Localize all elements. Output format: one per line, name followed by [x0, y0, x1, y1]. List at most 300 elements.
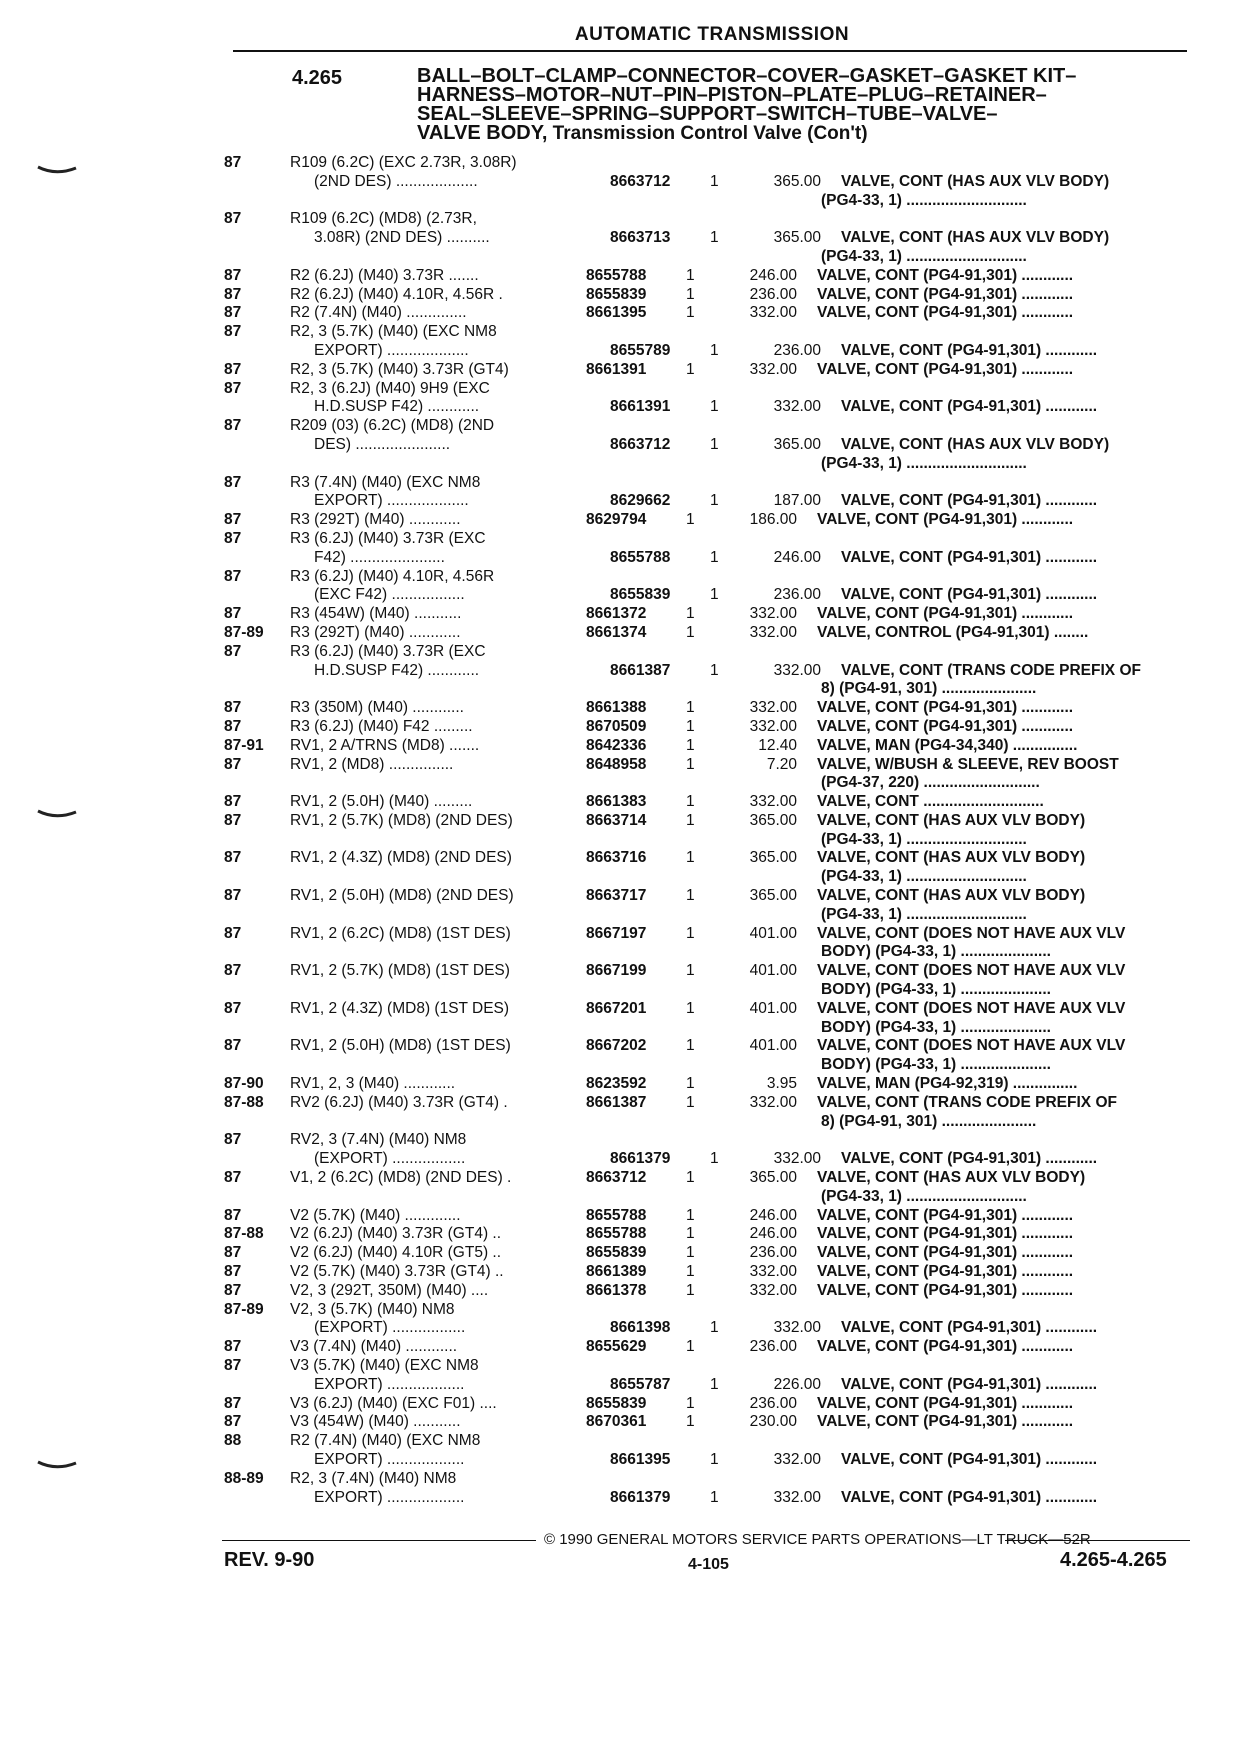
revision-label: REV. 9-90	[224, 1549, 315, 1571]
part-name: VALVE, CONTROL (PG4-91,301) ........	[817, 623, 1089, 641]
part-name: VALVE, CONT (HAS AUX VLV BODY)	[841, 172, 1110, 190]
parts-row-continued	[224, 868, 1189, 887]
application-desc: RV2, 3 (7.4N) (M40) NM8	[290, 1131, 467, 1149]
quantity: 1	[686, 285, 695, 303]
quantity: 1	[686, 1093, 695, 1111]
parts-row	[224, 1037, 1189, 1056]
quantity: 1	[710, 492, 719, 510]
model-years-blank	[224, 831, 290, 850]
quantity: 1	[686, 1037, 695, 1055]
quantity: 1	[710, 172, 719, 190]
model-years: 87	[224, 1131, 242, 1149]
parts-row	[224, 812, 1189, 831]
price: 332.00	[749, 717, 797, 735]
footer-copyright: © 1990 GENERAL MOTORS SERVICE PARTS OPERATIONS—LT TRUCK—52R	[544, 1531, 1091, 1548]
application-desc-blank	[290, 943, 586, 962]
quantity: 1	[710, 229, 719, 247]
model-years-blank	[224, 455, 290, 474]
quantity: 1	[710, 1488, 719, 1506]
part-name: VALVE, CONT (HAS AUX VLV BODY)	[817, 1169, 1086, 1187]
application-desc: R2 (7.4N) (M40) (EXC NM8	[290, 1432, 481, 1450]
part-number: 8661398	[610, 1319, 671, 1337]
parts-row-continued	[224, 1376, 1189, 1395]
part-number: 8661389	[586, 1263, 647, 1281]
part-number-blank	[586, 248, 686, 267]
price-blank	[722, 981, 797, 1000]
parts-row	[224, 286, 1189, 305]
parts-row-continued	[224, 192, 1189, 211]
application-desc: R209 (03) (6.2C) (MD8) (2ND	[290, 417, 495, 435]
parts-row	[224, 1094, 1189, 1113]
part-number: 8655629	[586, 1338, 647, 1356]
price: 332.00	[749, 304, 797, 322]
application-desc-cont: H.D.SUSP F42) ............	[314, 398, 480, 416]
part-name: VALVE, CONT (PG4-91,301) ............	[817, 1206, 1074, 1224]
model-years-blank	[224, 868, 290, 887]
parts-row-continued	[224, 492, 1189, 511]
parts-row	[224, 474, 1189, 493]
application-desc-blank	[290, 1056, 586, 1075]
application-desc-blank	[290, 906, 586, 925]
part-number: 8667199	[586, 962, 647, 980]
quantity: 1	[710, 435, 719, 453]
model-years-blank	[224, 586, 290, 605]
application-desc: RV1, 2 (6.2C) (MD8) (1ST DES)	[290, 924, 511, 942]
section-title-line: SEAL–SLEEVE–SPRING–SUPPORT–SWITCH–TUBE–VALVE–	[417, 103, 998, 125]
price: 365.00	[773, 435, 821, 453]
part-number: 8655788	[586, 1206, 647, 1224]
application-desc-blank	[290, 1019, 586, 1038]
parts-row	[224, 1207, 1189, 1226]
quantity: 1	[686, 887, 695, 905]
application-desc: R2, 3 (5.7K) (M40) (EXC NM8	[290, 323, 497, 341]
parts-row	[224, 1282, 1189, 1301]
parts-row-continued	[224, 981, 1189, 1000]
parts-row-continued	[224, 248, 1189, 267]
section-title-last: VALVE BODY,	[417, 122, 548, 144]
model-years: 87	[224, 605, 242, 623]
part-name-cont: 8) (PG4-91, 301) ......................	[821, 1112, 1037, 1130]
quantity: 1	[686, 1075, 695, 1093]
model-years: 87	[224, 793, 242, 811]
part-number: 8661379	[610, 1150, 671, 1168]
application-desc: R3 (350M) (M40) ............	[290, 699, 464, 717]
part-number: 8642336	[586, 736, 647, 754]
application-desc-blank	[290, 192, 586, 211]
application-desc-cont: H.D.SUSP F42) ............	[314, 661, 480, 679]
model-years-blank	[224, 192, 290, 211]
price: 236.00	[773, 586, 821, 604]
model-years: 87	[224, 849, 242, 867]
parts-row-continued	[224, 173, 1189, 192]
price: 246.00	[773, 548, 821, 566]
price: 246.00	[749, 266, 797, 284]
application-desc-blank	[290, 831, 586, 850]
part-number: 8661387	[610, 661, 671, 679]
part-name-cont: 8) (PG4-91, 301) ......................	[821, 680, 1037, 698]
parts-row-continued	[224, 943, 1189, 962]
application-desc: V3 (7.4N) (M40) ............	[290, 1338, 458, 1356]
quantity-blank	[686, 943, 722, 962]
application-desc: R3 (7.4N) (M40) (EXC NM8	[290, 473, 481, 491]
part-number: 8661383	[586, 793, 647, 811]
part-number-blank	[586, 868, 686, 887]
parts-row-continued	[224, 662, 1189, 681]
part-name: VALVE, CONT (PG4-91,301) ............	[841, 1375, 1098, 1393]
quantity: 1	[710, 661, 719, 679]
part-number: 8661391	[586, 360, 647, 378]
application-desc: V2 (5.7K) (M40) 3.73R (GT4) ..	[290, 1263, 504, 1281]
price: 236.00	[749, 285, 797, 303]
part-name: VALVE, CONT (PG4-91,301) ............	[841, 1450, 1098, 1468]
parts-row	[224, 1413, 1189, 1432]
quantity: 1	[686, 717, 695, 735]
part-name-cont: BODY) (PG4-33, 1) .....................	[821, 981, 1051, 999]
footer-rule-left	[222, 1540, 536, 1541]
section-title-line: HARNESS–MOTOR–NUT–PIN–PISTON–PLATE–PLUG–RETAINER–	[417, 84, 1047, 106]
quantity-blank	[686, 1056, 722, 1075]
application-desc: V3 (5.7K) (M40) (EXC NM8	[290, 1357, 479, 1374]
price-blank	[722, 868, 797, 887]
application-desc: RV1, 2 (5.7K) (MD8) (1ST DES)	[290, 962, 510, 980]
model-years: 87	[224, 962, 242, 980]
parts-row	[224, 849, 1189, 868]
quantity: 1	[710, 1375, 719, 1393]
price: 332.00	[773, 1150, 821, 1168]
parts-row-continued	[224, 1188, 1189, 1207]
parts-row	[224, 1301, 1189, 1320]
parts-row-continued	[224, 1489, 1189, 1508]
quantity: 1	[686, 849, 695, 867]
part-name: VALVE, CONT (DOES NOT HAVE AUX VLV	[817, 1037, 1126, 1055]
application-desc-cont: (EXPORT) .................	[314, 1319, 466, 1337]
parts-row-continued	[224, 1019, 1189, 1038]
price-blank	[722, 774, 797, 793]
part-number: 8661374	[586, 623, 647, 641]
model-years: 87	[224, 755, 242, 773]
part-name: VALVE, CONT (PG4-91,301) ............	[817, 1244, 1074, 1262]
part-name-cont: BODY) (PG4-33, 1) .....................	[821, 1056, 1051, 1074]
quantity: 1	[710, 398, 719, 416]
part-number: 8629794	[586, 511, 647, 529]
model-years: 87	[224, 1357, 242, 1374]
model-years: 87-91	[224, 736, 264, 754]
price: 365.00	[749, 1169, 797, 1187]
part-number: 8655839	[586, 285, 647, 303]
price: 186.00	[749, 511, 797, 529]
quantity-blank	[686, 1188, 722, 1207]
model-years: 88	[224, 1432, 242, 1450]
section-title-subtitle: Transmission Control Valve (Con't)	[547, 123, 868, 144]
part-number: 8663714	[586, 811, 647, 829]
price: 401.00	[749, 924, 797, 942]
application-desc: RV1, 2 (4.3Z) (MD8) (1ST DES)	[290, 999, 510, 1017]
quantity: 1	[686, 605, 695, 623]
application-desc-blank	[290, 1113, 586, 1132]
model-years-blank	[224, 1376, 290, 1395]
page-header-title: AUTOMATIC TRANSMISSION	[574, 24, 850, 45]
application-desc: R109 (6.2C) (EXC 2.73R, 3.08R)	[290, 154, 517, 171]
model-years-blank	[224, 436, 290, 455]
parts-row	[224, 1263, 1189, 1282]
parts-row-continued	[224, 774, 1189, 793]
application-desc: R2, 3 (6.2J) (M40) 9H9 (EXC	[290, 379, 490, 397]
model-years: 87-89	[224, 623, 264, 641]
model-years: 87	[224, 1206, 242, 1224]
part-name: VALVE, CONT (PG4-91,301) ............	[841, 1488, 1098, 1506]
parts-row	[224, 380, 1189, 399]
price: 401.00	[749, 999, 797, 1017]
part-name: VALVE, W/BUSH & SLEEVE, REV BOOST	[817, 755, 1119, 773]
parts-row-continued	[224, 586, 1189, 605]
application-desc: RV1, 2 (5.0H) (MD8) (1ST DES)	[290, 1037, 511, 1055]
quantity: 1	[686, 1225, 695, 1243]
application-desc: V2, 3 (5.7K) (M40) NM8	[290, 1300, 455, 1318]
part-number: 8661378	[586, 1281, 647, 1299]
price: 246.00	[749, 1225, 797, 1243]
application-desc-blank	[290, 981, 586, 1000]
price: 7.20	[766, 755, 797, 773]
quantity: 1	[710, 548, 719, 566]
parts-row-continued	[224, 436, 1189, 455]
quantity-blank	[686, 1019, 722, 1038]
model-years-blank	[224, 398, 290, 417]
application-desc: RV1, 2, 3 (M40) ............	[290, 1075, 456, 1093]
price: 365.00	[773, 229, 821, 247]
application-desc: RV1, 2 (MD8) ...............	[290, 755, 454, 773]
parts-row	[224, 1131, 1189, 1150]
quantity-blank	[686, 774, 722, 793]
price-blank	[722, 1113, 797, 1132]
part-number-blank	[586, 943, 686, 962]
quantity: 1	[710, 1150, 719, 1168]
model-years-blank	[224, 1056, 290, 1075]
application-desc-cont: (EXC F42) .................	[314, 586, 465, 604]
price: 401.00	[749, 1037, 797, 1055]
price-blank	[722, 248, 797, 267]
parts-row	[224, 925, 1189, 944]
part-number: 8667201	[586, 999, 647, 1017]
part-number: 8663713	[610, 229, 671, 247]
model-years-blank	[224, 1188, 290, 1207]
application-desc-cont: (2ND DES) ...................	[314, 172, 478, 190]
parts-row	[224, 1432, 1189, 1451]
parts-row	[224, 417, 1189, 436]
part-name-cont: BODY) (PG4-33, 1) .....................	[821, 1018, 1051, 1036]
model-years: 87	[224, 642, 242, 660]
part-number: 8670361	[586, 1413, 647, 1431]
price: 236.00	[749, 1394, 797, 1412]
model-years-blank	[224, 1451, 290, 1470]
part-name: VALVE, CONT (PG4-91,301) ............	[817, 1225, 1074, 1243]
application-desc-blank	[290, 455, 586, 474]
part-number: 8655788	[610, 548, 671, 566]
price: 332.00	[749, 360, 797, 378]
parts-row	[224, 267, 1189, 286]
model-years: 87	[224, 360, 242, 378]
model-years-blank	[224, 248, 290, 267]
application-desc: R3 (6.2J) (M40) 3.73R (EXC	[290, 529, 486, 547]
model-years: 87	[224, 1244, 242, 1262]
model-years-blank	[224, 774, 290, 793]
part-name: VALVE, CONT (DOES NOT HAVE AUX VLV	[817, 999, 1126, 1017]
price: 332.00	[749, 1093, 797, 1111]
part-name: VALVE, CONT (PG4-91,301) ............	[817, 1263, 1074, 1281]
model-years: 87	[224, 699, 242, 717]
quantity-blank	[686, 906, 722, 925]
application-desc: R2 (6.2J) (M40) 4.10R, 4.56R .	[290, 285, 503, 303]
part-name: VALVE, CONT (PG4-91,301) ............	[841, 341, 1098, 359]
quantity: 1	[686, 699, 695, 717]
parts-row-continued	[224, 229, 1189, 248]
model-years: 87	[224, 887, 242, 905]
part-name: VALVE, CONT (PG4-91,301) ............	[817, 1394, 1074, 1412]
price: 236.00	[749, 1244, 797, 1262]
model-years: 87	[224, 1169, 242, 1187]
price: 236.00	[773, 341, 821, 359]
part-name: VALVE, CONT (PG4-91,301) ............	[841, 548, 1098, 566]
model-years-blank	[224, 1019, 290, 1038]
part-name: VALVE, CONT ............................	[817, 793, 1044, 811]
part-name: VALVE, CONT (PG4-91,301) ............	[817, 511, 1074, 529]
price-blank	[722, 831, 797, 850]
price: 332.00	[749, 793, 797, 811]
price-blank	[722, 680, 797, 699]
parts-row	[224, 624, 1189, 643]
parts-row	[224, 1338, 1189, 1357]
part-number-blank	[586, 1188, 686, 1207]
part-name: VALVE, CONT (PG4-91,301) ............	[817, 717, 1074, 735]
model-years-blank	[224, 229, 290, 248]
parts-row	[224, 304, 1189, 323]
price: 332.00	[773, 1488, 821, 1506]
price: 187.00	[773, 492, 821, 510]
model-years: 87-89	[224, 1300, 264, 1318]
part-number: 8661387	[586, 1093, 647, 1111]
application-desc-cont: 3.08R) (2ND DES) ..........	[314, 229, 490, 247]
parts-row	[224, 1169, 1189, 1188]
part-name: VALVE, CONT (PG4-91,301) ............	[817, 360, 1074, 378]
price: 401.00	[749, 962, 797, 980]
parts-row-continued	[224, 342, 1189, 361]
quantity: 1	[686, 1394, 695, 1412]
model-years: 87	[224, 285, 242, 303]
application-desc: RV1, 2 (5.0H) (M40) .........	[290, 793, 473, 811]
price: 365.00	[749, 849, 797, 867]
application-desc: V2, 3 (292T, 350M) (M40) ....	[290, 1281, 489, 1299]
model-years-blank	[224, 981, 290, 1000]
parts-row	[224, 718, 1189, 737]
parts-row	[224, 530, 1189, 549]
price: 365.00	[749, 811, 797, 829]
application-desc-blank	[290, 248, 586, 267]
part-number: 8670509	[586, 717, 647, 735]
quantity: 1	[686, 304, 695, 322]
model-years-blank	[224, 492, 290, 511]
part-name: VALVE, CONT (HAS AUX VLV BODY)	[841, 435, 1110, 453]
parts-row	[224, 568, 1189, 587]
part-name: VALVE, CONT (PG4-91,301) ............	[817, 304, 1074, 322]
price: 236.00	[749, 1338, 797, 1356]
parts-row	[224, 1244, 1189, 1263]
part-name: VALVE, CONT (PG4-91,301) ............	[817, 285, 1074, 303]
section-title-line: BALL–BOLT–CLAMP–CONNECTOR–COVER–GASKET–GASKET KIT–	[417, 65, 1077, 87]
application-desc: R3 (292T) (M40) ............	[290, 623, 461, 641]
part-number: 8661391	[610, 398, 671, 416]
part-name: VALVE, CONT (PG4-91,301) ............	[817, 1338, 1074, 1356]
binding-hole-mark	[36, 808, 78, 820]
application-desc-blank	[290, 868, 586, 887]
quantity: 1	[686, 266, 695, 284]
part-name: VALVE, CONT (PG4-91,301) ............	[817, 699, 1074, 717]
parts-list	[224, 154, 1189, 1507]
parts-row	[224, 323, 1189, 342]
model-years-blank	[224, 1319, 290, 1338]
parts-row	[224, 737, 1189, 756]
quantity: 1	[686, 511, 695, 529]
part-number: 8661395	[586, 304, 647, 322]
price-blank	[722, 1188, 797, 1207]
parts-row-continued	[224, 1451, 1189, 1470]
model-years: 87	[224, 210, 242, 228]
model-years: 87	[224, 924, 242, 942]
price: 332.00	[749, 605, 797, 623]
parts-row-continued	[224, 1150, 1189, 1169]
application-desc: R3 (454W) (M40) ...........	[290, 605, 462, 623]
parts-row	[224, 1000, 1189, 1019]
price: 332.00	[749, 1263, 797, 1281]
application-desc: R3 (6.2J) (M40) 4.10R, 4.56R	[290, 567, 495, 585]
quantity-blank	[686, 868, 722, 887]
part-name-cont: (PG4-37, 220) ...........................	[821, 774, 1040, 792]
price: 3.95	[766, 1075, 797, 1093]
model-years-blank	[224, 943, 290, 962]
quantity-blank	[686, 1113, 722, 1132]
application-desc-cont: EXPORT) ..................	[314, 1488, 465, 1506]
quantity: 1	[710, 586, 719, 604]
parts-row	[224, 361, 1189, 380]
application-desc-blank	[290, 680, 586, 699]
application-desc-cont: F42) ......................	[314, 548, 445, 566]
model-years: 87	[224, 1413, 242, 1431]
part-number: 8629662	[610, 492, 671, 510]
model-years: 87	[224, 1263, 242, 1281]
part-number: 8655839	[586, 1394, 647, 1412]
footer-rule-right	[1005, 1540, 1190, 1541]
page-number: 4-105	[688, 1556, 729, 1573]
parts-row	[224, 962, 1189, 981]
part-number-blank	[586, 1113, 686, 1132]
part-name-cont: (PG4-33, 1) ............................	[821, 1187, 1027, 1205]
part-name: VALVE, CONT (PG4-91,301) ............	[841, 1150, 1098, 1168]
application-desc: V3 (454W) (M40) ...........	[290, 1413, 461, 1431]
part-number: 8655787	[610, 1375, 671, 1393]
part-name: VALVE, CONT (PG4-91,301) ............	[817, 1413, 1074, 1431]
part-name: VALVE, CONT (TRANS CODE PREFIX OF	[841, 661, 1141, 679]
part-name: VALVE, CONT (HAS AUX VLV BODY)	[817, 849, 1086, 867]
quantity-blank	[686, 455, 722, 474]
model-years-blank	[224, 680, 290, 699]
model-years: 87	[224, 379, 242, 397]
price: 230.00	[749, 1413, 797, 1431]
quantity-blank	[686, 831, 722, 850]
application-desc-cont: EXPORT) ...................	[314, 341, 469, 359]
part-name: VALVE, CONT (PG4-91,301) ............	[841, 1319, 1098, 1337]
application-desc-cont: EXPORT) ...................	[314, 492, 469, 510]
application-desc: RV1, 2 (5.7K) (MD8) (2ND DES)	[290, 811, 513, 829]
application-desc: V1, 2 (6.2C) (MD8) (2ND DES) .	[290, 1169, 512, 1187]
quantity: 1	[686, 1206, 695, 1224]
